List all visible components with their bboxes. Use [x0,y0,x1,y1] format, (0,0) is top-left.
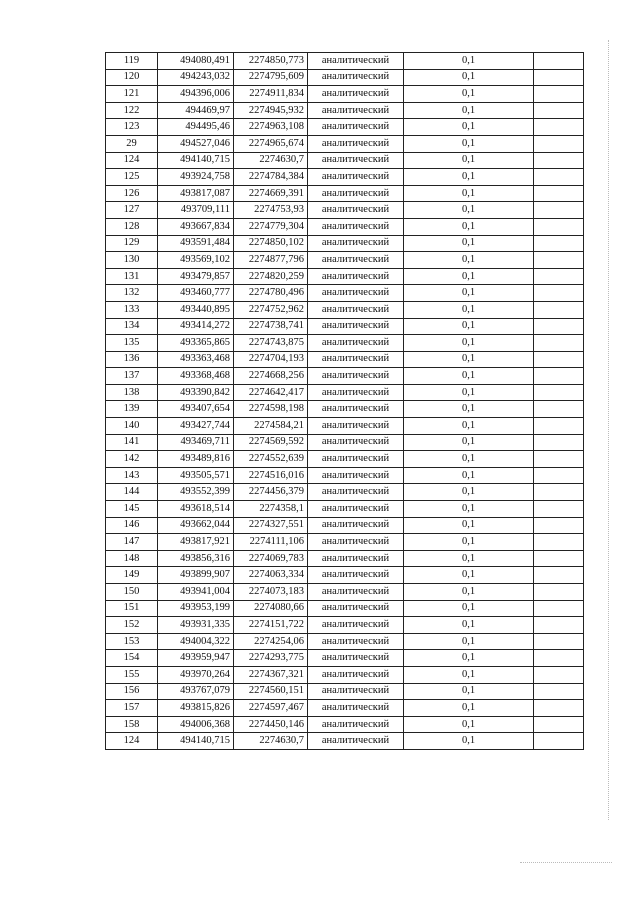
point-number-cell: 149 [106,567,158,584]
empty-cell [534,53,584,70]
point-number-cell: 141 [106,434,158,451]
table-row [106,185,584,202]
accuracy-cell: 0,1 [404,451,534,468]
x-coordinate-cell: 493817,087 [158,185,234,202]
y-coordinate-cell: 2274073,183 [234,584,308,601]
point-number-cell: 131 [106,268,158,285]
point-number-cell: 129 [106,235,158,252]
x-coordinate-cell: 493440,895 [158,301,234,318]
point-number-cell: 144 [106,484,158,501]
method-cell: аналитический [308,53,404,70]
accuracy-cell: 0,1 [404,69,534,86]
table-row [106,501,584,518]
table-body [106,53,584,750]
y-coordinate-cell: 2274753,93 [234,202,308,219]
empty-cell [534,517,584,534]
accuracy-cell: 0,1 [404,135,534,152]
y-coordinate-cell: 2274597,467 [234,700,308,717]
method-cell: аналитический [308,650,404,667]
point-number-cell: 120 [106,69,158,86]
table-row [106,567,584,584]
accuracy-cell: 0,1 [404,318,534,335]
x-coordinate-cell: 493618,514 [158,501,234,518]
empty-cell [534,368,584,385]
method-cell: аналитический [308,666,404,683]
x-coordinate-cell: 494140,715 [158,733,234,750]
y-coordinate-cell: 2274367,321 [234,666,308,683]
table-row [106,318,584,335]
method-cell: аналитический [308,418,404,435]
method-cell: аналитический [308,268,404,285]
table-row [106,484,584,501]
method-cell: аналитический [308,683,404,700]
method-cell: аналитический [308,102,404,119]
table-row [106,650,584,667]
y-coordinate-cell: 2274456,379 [234,484,308,501]
x-coordinate-cell: 494527,046 [158,135,234,152]
footer-mark [520,862,612,863]
empty-cell [534,268,584,285]
y-coordinate-cell: 2274850,773 [234,53,308,70]
empty-cell [534,185,584,202]
method-cell: аналитический [308,235,404,252]
y-coordinate-cell: 2274450,146 [234,716,308,733]
x-coordinate-cell: 493489,816 [158,451,234,468]
method-cell: аналитический [308,633,404,650]
empty-cell [534,252,584,269]
y-coordinate-cell: 2274630,7 [234,733,308,750]
point-number-cell: 150 [106,584,158,601]
table-row [106,301,584,318]
point-number-cell: 136 [106,351,158,368]
accuracy-cell: 0,1 [404,517,534,534]
accuracy-cell: 0,1 [404,152,534,169]
empty-cell [534,218,584,235]
method-cell: аналитический [308,733,404,750]
method-cell: аналитический [308,318,404,335]
accuracy-cell: 0,1 [404,301,534,318]
table-row [106,368,584,385]
accuracy-cell: 0,1 [404,683,534,700]
table-row [106,202,584,219]
accuracy-cell: 0,1 [404,268,534,285]
x-coordinate-cell: 493505,571 [158,467,234,484]
method-cell: аналитический [308,567,404,584]
y-coordinate-cell: 2274738,741 [234,318,308,335]
x-coordinate-cell: 494243,032 [158,69,234,86]
method-cell: аналитический [308,716,404,733]
table-row [106,434,584,451]
y-coordinate-cell: 2274080,66 [234,600,308,617]
accuracy-cell: 0,1 [404,434,534,451]
empty-cell [534,418,584,435]
method-cell: аналитический [308,252,404,269]
accuracy-cell: 0,1 [404,202,534,219]
accuracy-cell: 0,1 [404,501,534,518]
accuracy-cell: 0,1 [404,119,534,136]
empty-cell [534,152,584,169]
y-coordinate-cell: 2274850,102 [234,235,308,252]
x-coordinate-cell: 493414,272 [158,318,234,335]
x-coordinate-cell: 494396,006 [158,86,234,103]
x-coordinate-cell: 493709,111 [158,202,234,219]
point-number-cell: 124 [106,733,158,750]
empty-cell [534,467,584,484]
method-cell: аналитический [308,185,404,202]
table-row [106,351,584,368]
empty-cell [534,401,584,418]
table-row [106,335,584,352]
y-coordinate-cell: 2274963,108 [234,119,308,136]
point-number-cell: 139 [106,401,158,418]
table-row [106,550,584,567]
empty-cell [534,584,584,601]
y-coordinate-cell: 2274965,674 [234,135,308,152]
empty-cell [534,666,584,683]
table-row [106,534,584,551]
x-coordinate-cell: 493460,777 [158,285,234,302]
y-coordinate-cell: 2274598,198 [234,401,308,418]
empty-cell [534,733,584,750]
y-coordinate-cell: 2274743,875 [234,335,308,352]
point-number-cell: 134 [106,318,158,335]
table-row [106,700,584,717]
empty-cell [534,86,584,103]
y-coordinate-cell: 2274069,783 [234,550,308,567]
x-coordinate-cell: 493899,907 [158,567,234,584]
table-row [106,733,584,750]
point-number-cell: 140 [106,418,158,435]
x-coordinate-cell: 494004,322 [158,633,234,650]
table-row [106,169,584,186]
point-number-cell: 122 [106,102,158,119]
empty-cell [534,69,584,86]
point-number-cell: 119 [106,53,158,70]
empty-cell [534,135,584,152]
table-row [106,716,584,733]
y-coordinate-cell: 2274642,417 [234,384,308,401]
empty-cell [534,285,584,302]
x-coordinate-cell: 493427,744 [158,418,234,435]
x-coordinate-cell: 493959,947 [158,650,234,667]
point-number-cell: 130 [106,252,158,269]
point-number-cell: 128 [106,218,158,235]
accuracy-cell: 0,1 [404,252,534,269]
method-cell: аналитический [308,434,404,451]
empty-cell [534,434,584,451]
accuracy-cell: 0,1 [404,600,534,617]
x-coordinate-cell: 493363,468 [158,351,234,368]
y-coordinate-cell: 2274063,334 [234,567,308,584]
y-coordinate-cell: 2274254,06 [234,633,308,650]
empty-cell [534,550,584,567]
table-row [106,451,584,468]
empty-cell [534,235,584,252]
method-cell: аналитический [308,169,404,186]
method-cell: аналитический [308,467,404,484]
accuracy-cell: 0,1 [404,700,534,717]
empty-cell [534,384,584,401]
x-coordinate-cell: 494469,97 [158,102,234,119]
method-cell: аналитический [308,550,404,567]
table-row [106,584,584,601]
x-coordinate-cell: 493767,079 [158,683,234,700]
y-coordinate-cell: 2274327,551 [234,517,308,534]
point-number-cell: 154 [106,650,158,667]
accuracy-cell: 0,1 [404,86,534,103]
point-number-cell: 124 [106,152,158,169]
table-row [106,252,584,269]
empty-cell [534,650,584,667]
x-coordinate-cell: 494080,491 [158,53,234,70]
empty-cell [534,484,584,501]
accuracy-cell: 0,1 [404,401,534,418]
table-row [106,517,584,534]
y-coordinate-cell: 2274569,592 [234,434,308,451]
table-row [106,666,584,683]
x-coordinate-cell: 493931,335 [158,617,234,634]
point-number-cell: 152 [106,617,158,634]
method-cell: аналитический [308,351,404,368]
accuracy-cell: 0,1 [404,285,534,302]
y-coordinate-cell: 2274780,496 [234,285,308,302]
method-cell: аналитический [308,285,404,302]
empty-cell [534,301,584,318]
table-row [106,633,584,650]
table-row [106,135,584,152]
y-coordinate-cell: 2274877,796 [234,252,308,269]
method-cell: аналитический [308,119,404,136]
empty-cell [534,567,584,584]
method-cell: аналитический [308,152,404,169]
accuracy-cell: 0,1 [404,484,534,501]
point-number-cell: 156 [106,683,158,700]
x-coordinate-cell: 493941,004 [158,584,234,601]
scan-edge-line [608,40,609,820]
table-row [106,401,584,418]
x-coordinate-cell: 493591,484 [158,235,234,252]
point-number-cell: 158 [106,716,158,733]
table-row [106,617,584,634]
point-number-cell: 146 [106,517,158,534]
accuracy-cell: 0,1 [404,467,534,484]
accuracy-cell: 0,1 [404,218,534,235]
method-cell: аналитический [308,202,404,219]
x-coordinate-cell: 493953,199 [158,600,234,617]
x-coordinate-cell: 493469,711 [158,434,234,451]
empty-cell [534,700,584,717]
empty-cell [534,600,584,617]
y-coordinate-cell: 2274911,834 [234,86,308,103]
x-coordinate-cell: 493856,316 [158,550,234,567]
empty-cell [534,202,584,219]
accuracy-cell: 0,1 [404,102,534,119]
method-cell: аналитический [308,301,404,318]
accuracy-cell: 0,1 [404,716,534,733]
accuracy-cell: 0,1 [404,534,534,551]
x-coordinate-cell: 493365,865 [158,335,234,352]
table-row [106,53,584,70]
accuracy-cell: 0,1 [404,567,534,584]
empty-cell [534,534,584,551]
empty-cell [534,102,584,119]
y-coordinate-cell: 2274516,016 [234,467,308,484]
method-cell: аналитический [308,700,404,717]
accuracy-cell: 0,1 [404,335,534,352]
table-row [106,235,584,252]
table-row [106,384,584,401]
y-coordinate-cell: 2274293,775 [234,650,308,667]
accuracy-cell: 0,1 [404,169,534,186]
y-coordinate-cell: 2274704,193 [234,351,308,368]
table-row [106,119,584,136]
point-number-cell: 133 [106,301,158,318]
table-row [106,268,584,285]
empty-cell [534,683,584,700]
x-coordinate-cell: 493552,399 [158,484,234,501]
x-coordinate-cell: 493924,758 [158,169,234,186]
x-coordinate-cell: 494140,715 [158,152,234,169]
table-row [106,102,584,119]
method-cell: аналитический [308,600,404,617]
point-number-cell: 151 [106,600,158,617]
x-coordinate-cell: 493479,857 [158,268,234,285]
point-number-cell: 155 [106,666,158,683]
accuracy-cell: 0,1 [404,650,534,667]
x-coordinate-cell: 493368,468 [158,368,234,385]
y-coordinate-cell: 2274358,1 [234,501,308,518]
table-row [106,285,584,302]
point-number-cell: 142 [106,451,158,468]
y-coordinate-cell: 2274779,304 [234,218,308,235]
accuracy-cell: 0,1 [404,550,534,567]
x-coordinate-cell: 493569,102 [158,252,234,269]
y-coordinate-cell: 2274820,259 [234,268,308,285]
empty-cell [534,335,584,352]
y-coordinate-cell: 2274669,391 [234,185,308,202]
y-coordinate-cell: 2274668,256 [234,368,308,385]
x-coordinate-cell: 493390,842 [158,384,234,401]
method-cell: аналитический [308,335,404,352]
y-coordinate-cell: 2274945,932 [234,102,308,119]
point-number-cell: 145 [106,501,158,518]
point-number-cell: 143 [106,467,158,484]
accuracy-cell: 0,1 [404,185,534,202]
method-cell: аналитический [308,484,404,501]
accuracy-cell: 0,1 [404,235,534,252]
x-coordinate-cell: 493407,654 [158,401,234,418]
table-row [106,600,584,617]
accuracy-cell: 0,1 [404,384,534,401]
method-cell: аналитический [308,384,404,401]
x-coordinate-cell: 493817,921 [158,534,234,551]
accuracy-cell: 0,1 [404,53,534,70]
accuracy-cell: 0,1 [404,584,534,601]
point-number-cell: 123 [106,119,158,136]
y-coordinate-cell: 2274795,609 [234,69,308,86]
method-cell: аналитический [308,534,404,551]
table-row [106,152,584,169]
accuracy-cell: 0,1 [404,633,534,650]
table-row [106,683,584,700]
empty-cell [534,169,584,186]
empty-cell [534,501,584,518]
point-number-cell: 148 [106,550,158,567]
x-coordinate-cell: 494006,368 [158,716,234,733]
method-cell: аналитический [308,218,404,235]
method-cell: аналитический [308,584,404,601]
table-row [106,69,584,86]
table-row [106,218,584,235]
x-coordinate-cell: 493815,826 [158,700,234,717]
table-row [106,86,584,103]
accuracy-cell: 0,1 [404,617,534,634]
empty-cell [534,119,584,136]
y-coordinate-cell: 2274630,7 [234,152,308,169]
x-coordinate-cell: 493662,044 [158,517,234,534]
method-cell: аналитический [308,517,404,534]
x-coordinate-cell: 493970,264 [158,666,234,683]
method-cell: аналитический [308,135,404,152]
point-number-cell: 29 [106,135,158,152]
y-coordinate-cell: 2274584,21 [234,418,308,435]
point-number-cell: 125 [106,169,158,186]
empty-cell [534,716,584,733]
y-coordinate-cell: 2274560,151 [234,683,308,700]
point-number-cell: 126 [106,185,158,202]
y-coordinate-cell: 2274784,384 [234,169,308,186]
point-number-cell: 127 [106,202,158,219]
accuracy-cell: 0,1 [404,368,534,385]
point-number-cell: 137 [106,368,158,385]
empty-cell [534,451,584,468]
method-cell: аналитический [308,368,404,385]
point-number-cell: 147 [106,534,158,551]
y-coordinate-cell: 2274752,962 [234,301,308,318]
accuracy-cell: 0,1 [404,351,534,368]
point-number-cell: 157 [106,700,158,717]
point-number-cell: 138 [106,384,158,401]
y-coordinate-cell: 2274151,722 [234,617,308,634]
accuracy-cell: 0,1 [404,418,534,435]
empty-cell [534,617,584,634]
method-cell: аналитический [308,69,404,86]
accuracy-cell: 0,1 [404,666,534,683]
point-number-cell: 135 [106,335,158,352]
point-number-cell: 132 [106,285,158,302]
y-coordinate-cell: 2274111,106 [234,534,308,551]
method-cell: аналитический [308,86,404,103]
table-row [106,467,584,484]
empty-cell [534,318,584,335]
table-row [106,418,584,435]
method-cell: аналитический [308,451,404,468]
method-cell: аналитический [308,401,404,418]
point-number-cell: 153 [106,633,158,650]
empty-cell [534,633,584,650]
x-coordinate-cell: 494495,46 [158,119,234,136]
method-cell: аналитический [308,617,404,634]
x-coordinate-cell: 493667,834 [158,218,234,235]
y-coordinate-cell: 2274552,639 [234,451,308,468]
accuracy-cell: 0,1 [404,733,534,750]
method-cell: аналитический [308,501,404,518]
point-number-cell: 121 [106,86,158,103]
coordinates-table [105,52,584,750]
empty-cell [534,351,584,368]
